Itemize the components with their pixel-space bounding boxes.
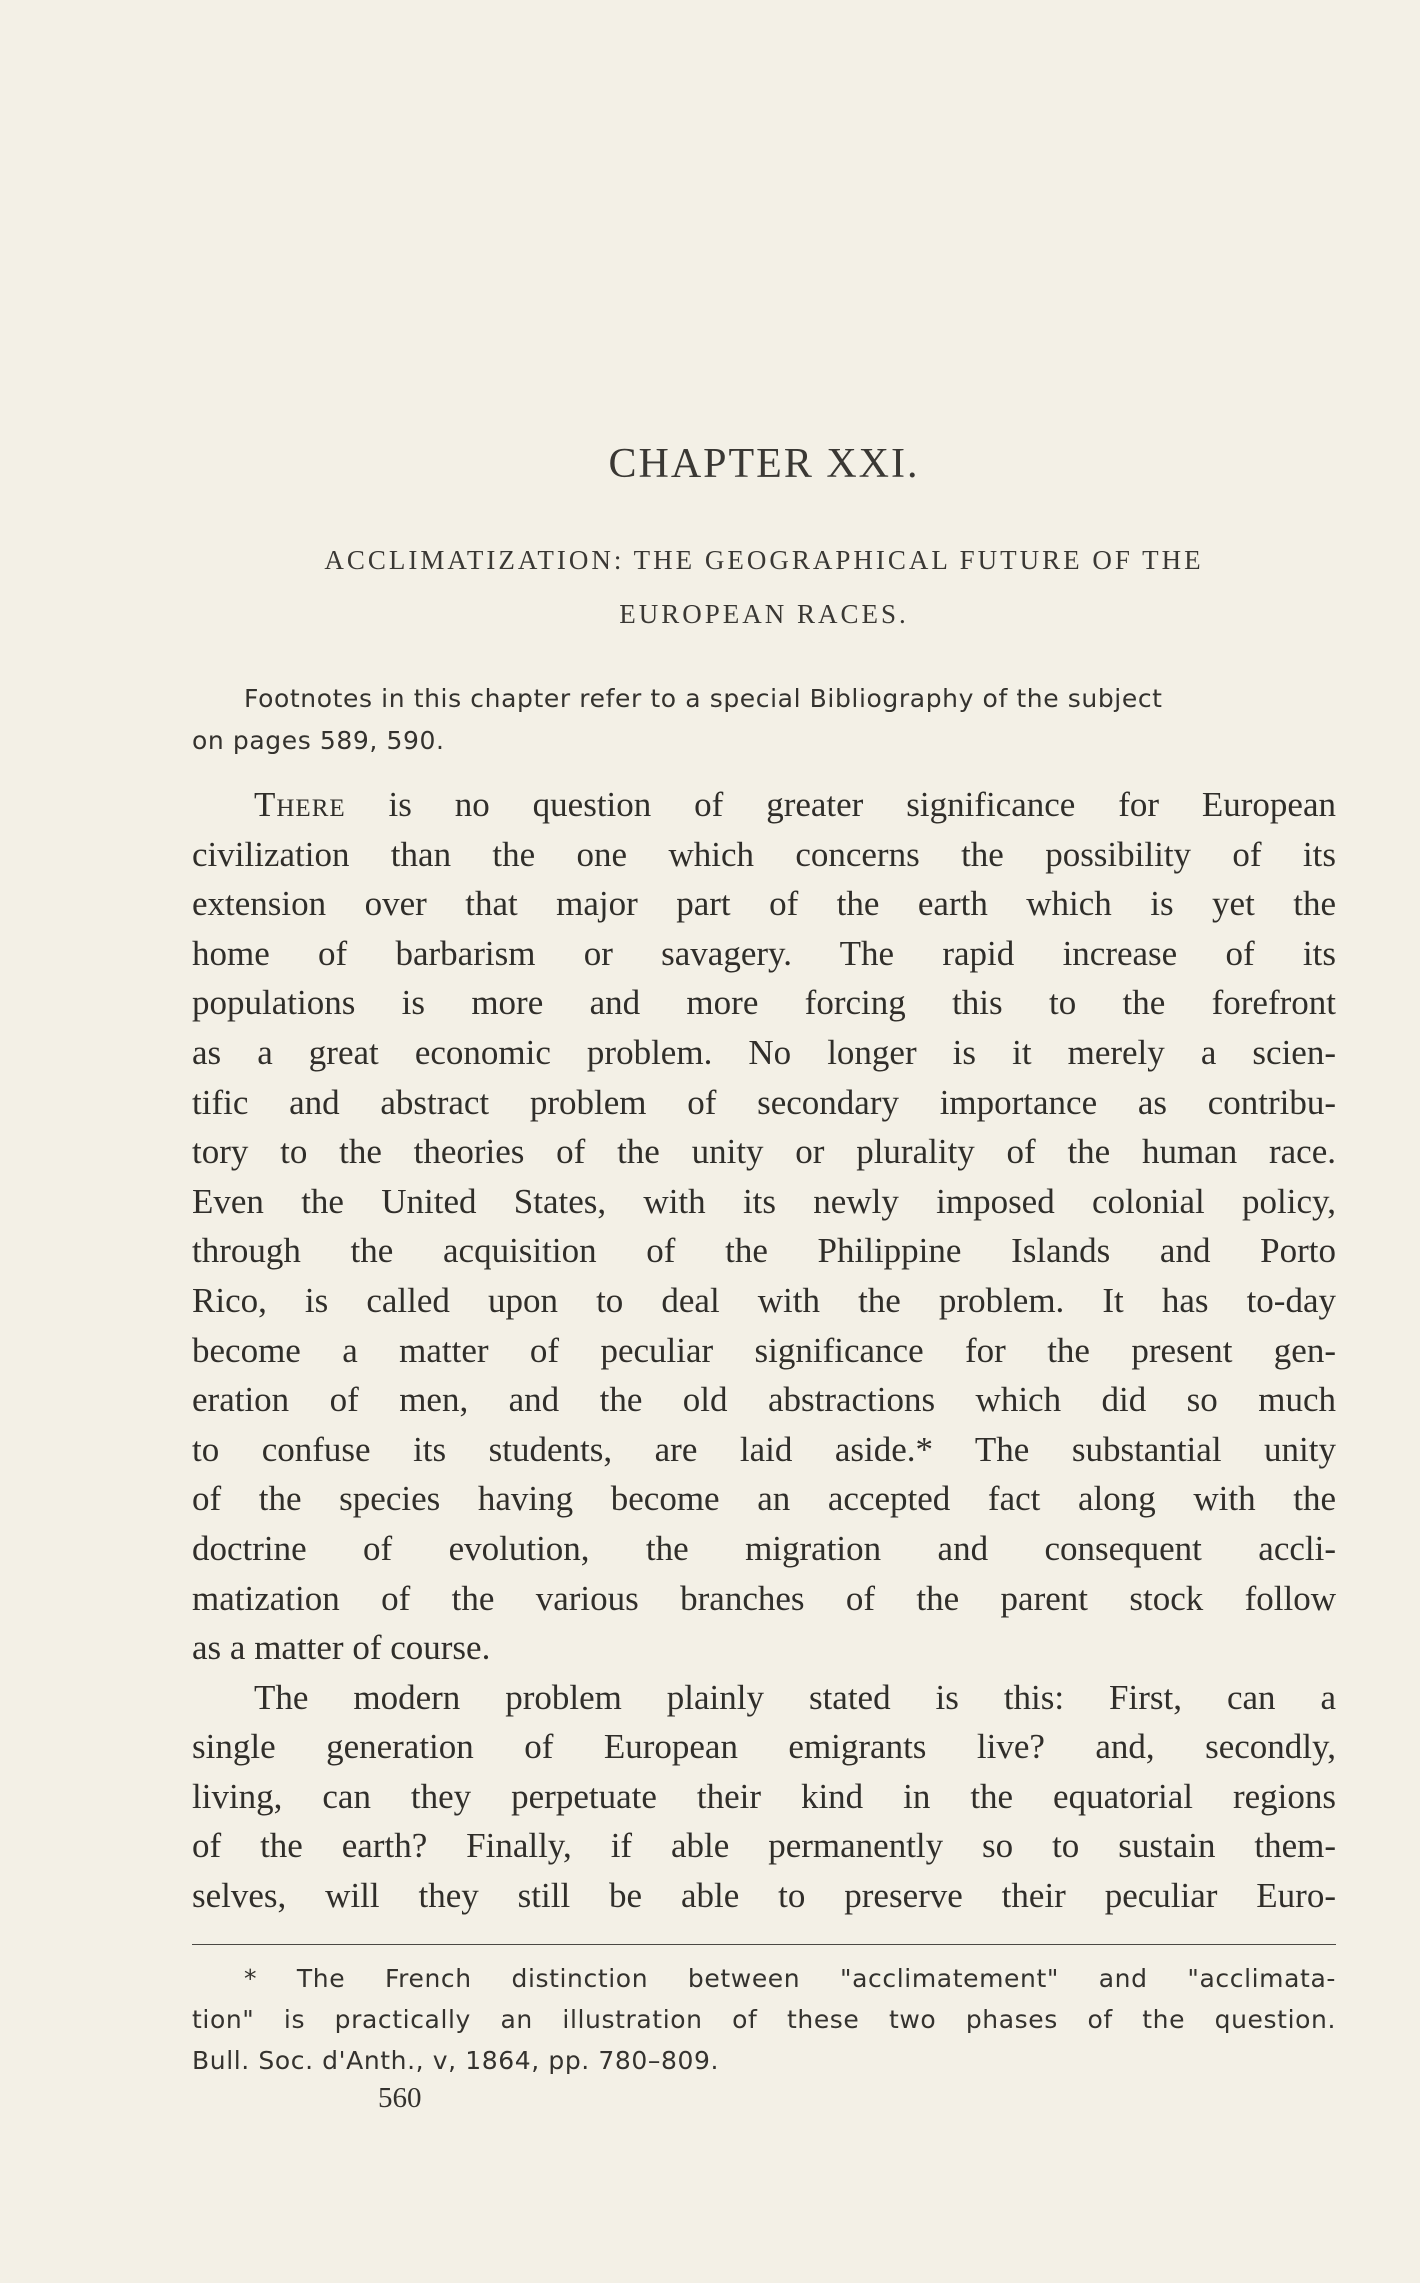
footnote-line: tion" is practically an illustration of these two phases of the question.	[192, 2005, 1336, 2034]
body-line-text: is no question of greater significance for European	[345, 785, 1336, 824]
body-line: Rico, is called upon to deal with the problem. It has to-day	[192, 1280, 1336, 1320]
book-page	[192, 0, 1336, 2283]
footnote-line: * The French distinction between "acclimatement" and "acclimata-	[244, 1964, 1336, 1993]
body-line: matization of the various branches of the parent stock follow	[192, 1578, 1336, 1618]
bibliography-note-line-1: Footnotes in this chapter refer to a special Bibliography of the subject	[244, 684, 1163, 713]
body-line: tific and abstract problem of secondary importance as contribu-	[192, 1082, 1336, 1122]
body-line: of the earth? Finally, if able permanently so to sustain them-	[192, 1826, 1336, 1866]
body-line: single generation of European emigrants live? and, secondly,	[192, 1727, 1336, 1767]
body-text	[192, 780, 1336, 1921]
footnote-divider	[192, 1944, 1336, 1945]
body-line	[192, 780, 1336, 830]
body-line: selves, will they still be able to preserve their peculiar Euro-	[192, 1876, 1336, 1916]
body-line: doctrine of evolution, the migration and consequent accli-	[192, 1528, 1336, 1568]
chapter-subtitle	[192, 533, 1336, 641]
chapter-title: CHAPTER XXI.	[608, 441, 920, 487]
lead-word: There	[254, 785, 346, 824]
body-line: civilization than the one which concerns the possibility of its	[192, 834, 1336, 874]
body-line: Even the United States, with its newly imposed colonial policy,	[192, 1181, 1336, 1221]
chapter-subtitle-line-1: ACCLIMATIZATION: THE GEOGRAPHICAL FUTURE OF THE	[324, 545, 1204, 575]
body-line: eration of men, and the old abstractions which did so much	[192, 1380, 1336, 1420]
body-line: home of barbarism or savagery. The rapid increase of its	[192, 933, 1336, 973]
body-line: living, can they perpetuate their kind in the equatorial regions	[192, 1776, 1336, 1816]
bibliography-note	[192, 678, 1336, 762]
page-number: 560	[378, 2082, 422, 2114]
body-line: of the species having become an accepted fact along with the	[192, 1479, 1336, 1519]
body-line: populations is more and more forcing this to the forefront	[192, 983, 1336, 1023]
body-line: tory to the theories of the unity or plurality of the human race.	[192, 1132, 1336, 1172]
body-line: to confuse its students, are laid aside.* The substantial unity	[192, 1429, 1336, 1469]
body-line: The modern problem plainly stated is this: First, can a	[254, 1677, 1336, 1717]
body-line: through the acquisition of the Philippine Islands and Porto	[192, 1231, 1336, 1271]
body-line: become a matter of peculiar significance for the present gen-	[192, 1330, 1336, 1370]
chapter-subtitle-line-2: EUROPEAN RACES.	[619, 599, 909, 629]
bibliography-note-line-2: on pages 589, 590.	[192, 726, 445, 755]
body-line: extension over that major part of the earth which is yet the	[192, 884, 1336, 924]
body-line: as a matter of course.	[192, 1628, 491, 1668]
footnote	[192, 1958, 1336, 2081]
body-line: as a great economic problem. No longer is it merely a scien-	[192, 1032, 1336, 1072]
footnote-line: Bull. Soc. d'Anth., v, 1864, pp. 780–809.	[192, 2046, 720, 2075]
